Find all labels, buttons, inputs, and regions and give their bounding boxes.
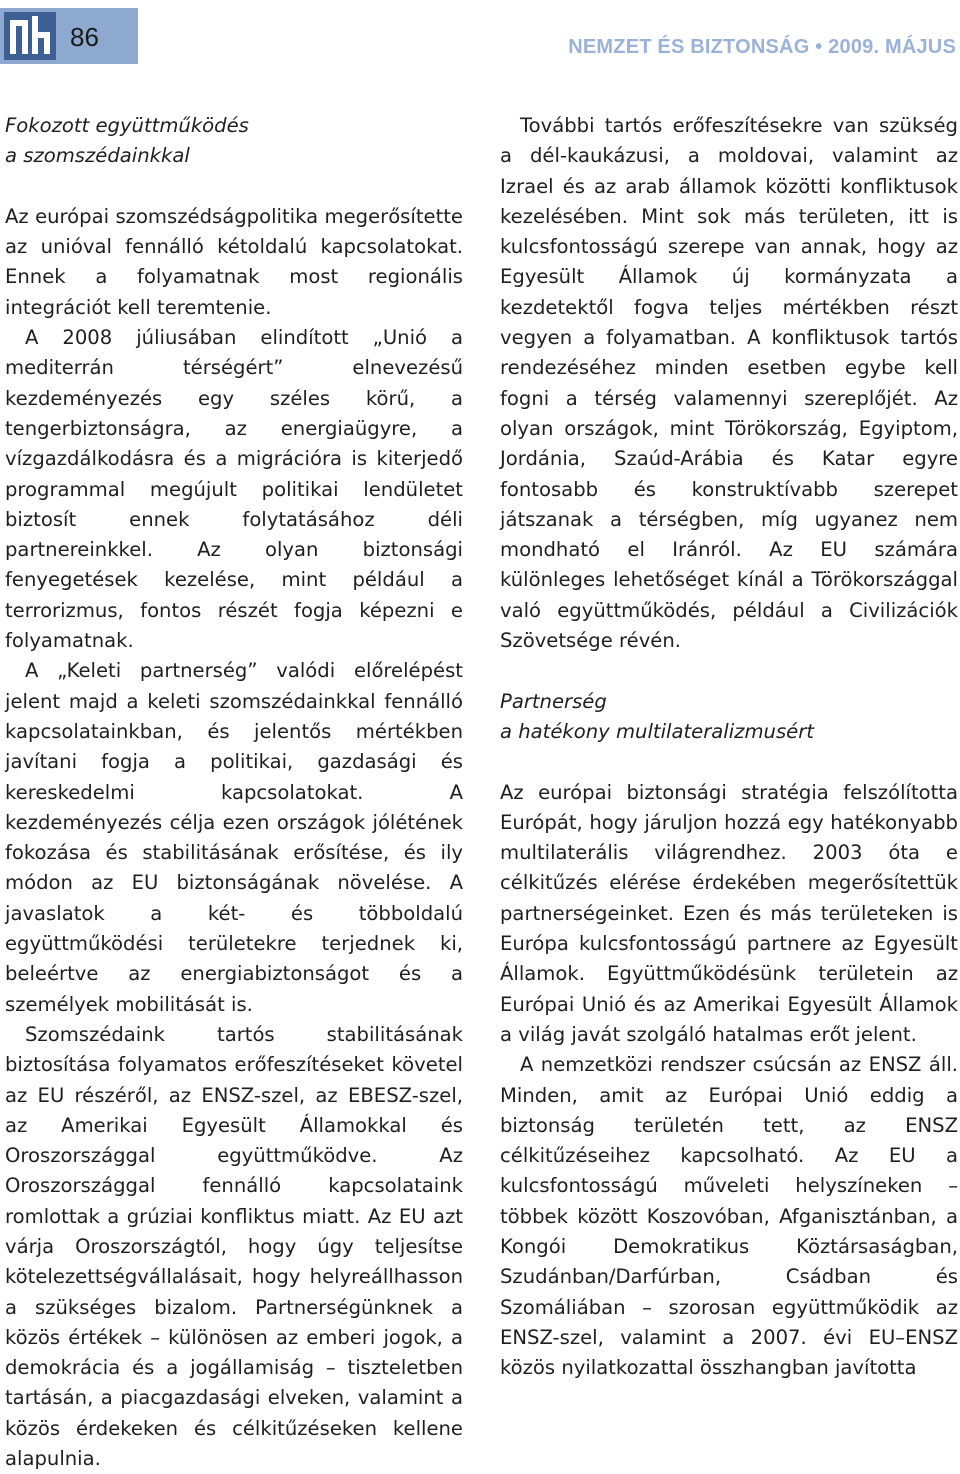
section-heading-multilateralism	[500, 687, 958, 748]
journal-logo-box	[0, 8, 138, 64]
paragraph: További tartós erőfeszítésekre van szükség a dél-kaukázusi, a moldovai, valamint az Izrael és az arab államok közötti konfliktusok kezelésében. Mint sok más területen, itt is kulcsfontosságú szerepe van annak, hogy az Egyesült Államok új kormányzata a kezdetektől fogva teljes mértékben részt vegyen a folyamatban. A konfliktusok tartós rendezéséhez minden esetben egybe kell fogni a térség valamennyi szereplőjét. Az olyan országok, mint Törökország, Egyiptom, Jordánia, Szaúd-Arábia és Katar egyre fontosabb és konstruktívabb szerepet játszanak a térségben, míg ugyanez nem mondható el Iránról. Az EU számára különleges lehetőséget kínál a Törökországgal való együttműködés, például a Civilizációk Szövetsége révén.	[500, 114, 958, 653]
paragraph: A 2008 júliusában elindított „Unió a mediterrán térségért” elnevezésű kezdeményezés egy széles körű, a tengerbiztonságra, az energiaügyre, a vízgazdálkodásra és a migrációra is kiterjedő programmal megújult politikai lendületet biztosít ennek folytatásához déli partnereinkkel. Az olyan biztonsági fenyegetések kezelése, mint például a terrorizmus, fontos részét fogja képezni e folyamatnak.	[5, 326, 463, 653]
heading-line: a szomszédainkkal	[5, 144, 190, 168]
page-header	[0, 0, 960, 80]
paragraph: A „Keleti partnerség” valódi előrelépést jelent majd a keleti szomszédainkkal fennálló kapcsolatainkban, és jelentős mértékben javítani fogja a politikai, gazdasági és kereskedelmi kapcsolatokat. A kezdeményezés célja ezen országok jólétének fokozása és stabilitásának erősítése, és ily módon az EU biztonságának növelése. A javaslatok a két- és többoldalú együttműködési területekre terjednek ki, beleértve az energiabiztonságot és a személyek mobilitását is.	[5, 659, 463, 1016]
paragraph: Az európai szomszédságpolitika megerősítette az unióval fennálló kétoldalú kapcsolatokat. Ennek a folyamatnak most regionális integrációt kell teremtenie.	[5, 204, 463, 319]
right-column	[500, 111, 958, 1383]
section-heading-neighbours	[5, 111, 463, 172]
paragraph: Szomszédaink tartós stabilitásának biztosítása folyamatos erőfeszítéseket követel az EU részéről, az ENSZ-szel, az EBESZ-szel, az Amerikai Egyesült Államokkal és Oroszországgal együttműködve. Az Oroszországgal fennálló kapcsolataink romlottak a grúziai konfliktus miatt. Az EU azt várja Oroszországtól, hogy úgy teljesítse kötelezettségvállalásait, hogy helyreállhasson a szükséges bizalom. Partnerségünknek a közös értékek – különösen az emberi jogok, a demokrácia és a jogállamiság – tiszteletben tartásán, a piacgazdasági elveken, valamint a közös érdekeken és célkitűzéseken kellene alapulnia.	[5, 1022, 463, 1471]
paragraph: A nemzetközi rendszer csúcsán az ENSZ áll. Minden, amit az Európai Unió eddig a biztonság területén tett, az ENSZ célkitűzéseihez kapcsolható. Az EU a kulcsfontosságú műveleti helyszíneken – többek között Koszovóban, Afganisztánban, a Kongói Demokratikus Köztársaságban, Szudánban/Darfúrban, Csádban és Szomáliában – szorosan együttműködik az ENSZ-szel, valamint a 2007. évi EU–ENSZ közös nyilatkozattal összhangban javította	[500, 1053, 958, 1380]
page-number: 86	[70, 22, 99, 52]
paragraph: Az európai biztonsági stratégia felszólította Európát, hogy járuljon hozzá egy hatékonyabb multilaterális világrendhez. 2003 óta e célkitűzés elérése érdekében megerősítettük partnerségeinket. Ezen és más területeken is Európa kulcsfontosságú partnere az Egyesült Államok. Együttműködésünk területein az Európai Unió és az Amerikai Egyesült Államok a világ javát szolgáló hatalmas erőt jelent.	[500, 780, 958, 1046]
heading-line: a hatékony multilateralizmusért	[500, 719, 814, 743]
journal-logo-icon	[4, 12, 56, 60]
left-column	[5, 111, 463, 1474]
heading-line: Partnerség	[500, 689, 607, 713]
running-title: NEMZET ÉS BIZTONSÁG • 2009. MÁJUS	[568, 36, 956, 58]
heading-line: Fokozott együttműködés	[5, 114, 249, 137]
